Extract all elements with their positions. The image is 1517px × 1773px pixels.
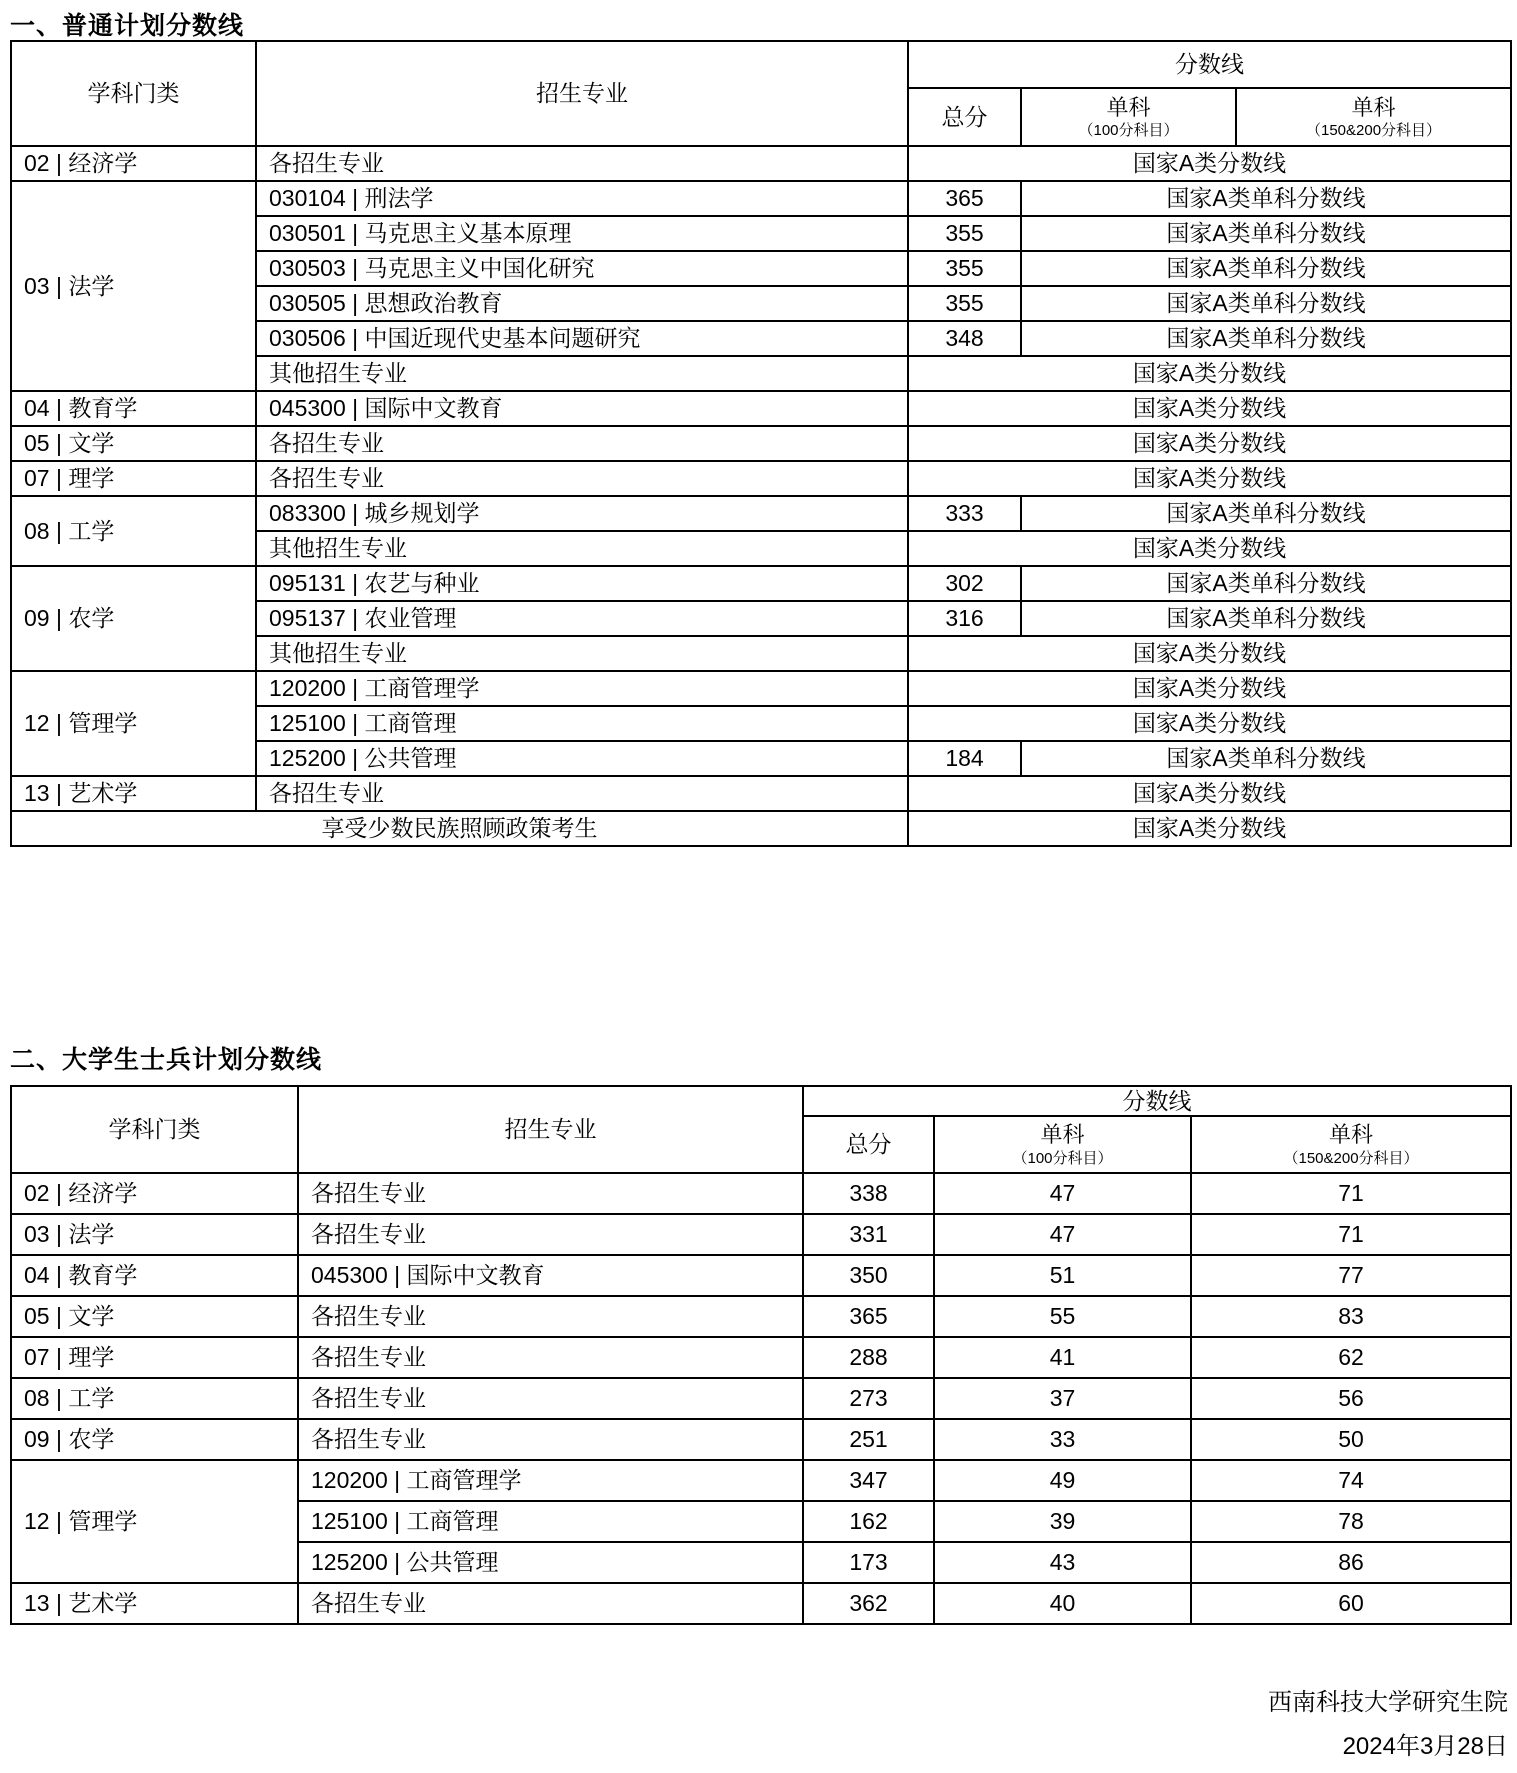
major-cell: 030104 | 刑法学 <box>256 181 908 216</box>
single-100-cell: 33 <box>934 1419 1191 1460</box>
scoreline-cell: 国家A类分数线 <box>908 356 1511 391</box>
col-header-scoreline: 分数线 <box>803 1086 1511 1116</box>
scoreline-cell: 国家A类分数线 <box>908 811 1511 846</box>
major-cell: 其他招生专业 <box>256 356 908 391</box>
single-100-cell: 37 <box>934 1378 1191 1419</box>
table-row <box>11 1419 1511 1460</box>
category-cell: 09 | 农学 <box>11 1419 298 1460</box>
col-header-total: 总分 <box>908 88 1021 146</box>
scoreline-cell: 国家A类分数线 <box>908 636 1511 671</box>
table-row <box>11 1086 1511 1116</box>
total-score-cell: 333 <box>908 496 1021 531</box>
major-cell: 各招生专业 <box>298 1583 803 1624</box>
total-score-cell: 338 <box>803 1173 934 1214</box>
table-row <box>11 566 1511 601</box>
total-score-cell: 365 <box>803 1296 934 1337</box>
col-header-single-150-200 <box>1191 1116 1511 1173</box>
category-cell: 05 | 文学 <box>11 426 256 461</box>
header-main-label: 单科 <box>1329 1122 1374 1148</box>
table-row <box>11 1214 1511 1255</box>
col-header-single-100 <box>934 1116 1191 1173</box>
table-row <box>11 461 1511 496</box>
major-cell: 030503 | 马克思主义中国化研究 <box>256 251 908 286</box>
header-sub-note: （150&200分科目） <box>1305 122 1442 140</box>
major-cell: 030505 | 思想政治教育 <box>256 286 908 321</box>
category-cell: 05 | 文学 <box>11 1296 298 1337</box>
major-cell: 各招生专业 <box>256 776 908 811</box>
category-cell: 13 | 艺术学 <box>11 776 256 811</box>
table-row <box>11 1337 1511 1378</box>
single-100-cell: 47 <box>934 1173 1191 1214</box>
major-cell: 各招生专业 <box>298 1419 803 1460</box>
scoreline-cell: 国家A类单科分数线 <box>1021 496 1511 531</box>
major-cell: 125100 | 工商管理 <box>298 1501 803 1542</box>
section-title-soldier-plan: 二、大学生士兵计划分数线 <box>10 1046 323 1074</box>
total-score-cell: 173 <box>803 1542 934 1583</box>
total-score-cell: 162 <box>803 1501 934 1542</box>
total-score-cell: 302 <box>908 566 1021 601</box>
header-sub-note: （150&200分科目） <box>1283 1149 1419 1167</box>
major-cell: 125200 | 公共管理 <box>298 1542 803 1583</box>
col-header-single-100 <box>1021 88 1236 146</box>
single-150-200-cell: 78 <box>1191 1501 1511 1542</box>
scoreline-cell: 国家A类单科分数线 <box>1021 321 1511 356</box>
table-row <box>11 181 1511 216</box>
single-100-cell: 41 <box>934 1337 1191 1378</box>
total-score-cell: 331 <box>803 1214 934 1255</box>
col-header-category: 学科门类 <box>11 41 256 146</box>
single-150-200-cell: 86 <box>1191 1542 1511 1583</box>
major-cell: 各招生专业 <box>256 426 908 461</box>
soldier-plan-score-table <box>10 1085 1512 1625</box>
major-cell: 083300 | 城乡规划学 <box>256 496 908 531</box>
col-header-single-150-200 <box>1236 88 1511 146</box>
single-150-200-cell: 50 <box>1191 1419 1511 1460</box>
table-row <box>11 391 1511 426</box>
category-cell: 12 | 管理学 <box>11 671 256 776</box>
category-cell: 03 | 法学 <box>11 181 256 391</box>
single-100-cell: 43 <box>934 1542 1191 1583</box>
general-plan-score-table <box>10 40 1512 847</box>
major-cell: 030506 | 中国近现代史基本问题研究 <box>256 321 908 356</box>
table-row <box>11 776 1511 811</box>
major-cell: 095131 | 农艺与种业 <box>256 566 908 601</box>
header-sub-note: （100分科目） <box>1012 1149 1113 1167</box>
scoreline-cell: 国家A类单科分数线 <box>1021 216 1511 251</box>
single-150-200-cell: 60 <box>1191 1583 1511 1624</box>
single-100-cell: 47 <box>934 1214 1191 1255</box>
total-score-cell: 347 <box>803 1460 934 1501</box>
col-header-category: 学科门类 <box>11 1086 298 1173</box>
category-cell: 07 | 理学 <box>11 1337 298 1378</box>
major-cell: 各招生专业 <box>298 1214 803 1255</box>
header-main-label: 单科 <box>1351 94 1396 120</box>
total-score-cell: 348 <box>908 321 1021 356</box>
table-row <box>11 1255 1511 1296</box>
total-score-cell: 273 <box>803 1378 934 1419</box>
table-row <box>11 1173 1511 1214</box>
scoreline-cell: 国家A类单科分数线 <box>1021 251 1511 286</box>
scoreline-cell: 国家A类单科分数线 <box>1021 741 1511 776</box>
single-150-200-cell: 74 <box>1191 1460 1511 1501</box>
total-score-cell: 355 <box>908 251 1021 286</box>
major-cell: 各招生专业 <box>298 1296 803 1337</box>
col-header-major: 招生专业 <box>298 1086 803 1173</box>
major-cell: 125100 | 工商管理 <box>256 706 908 741</box>
table-row <box>11 811 1511 846</box>
scoreline-cell: 国家A类分数线 <box>908 461 1511 496</box>
major-cell: 095137 | 农业管理 <box>256 601 908 636</box>
scoreline-cell: 国家A类分数线 <box>908 776 1511 811</box>
category-cell: 02 | 经济学 <box>11 146 256 181</box>
table-row <box>11 426 1511 461</box>
table-row <box>11 671 1511 706</box>
single-100-cell: 39 <box>934 1501 1191 1542</box>
total-score-cell: 365 <box>908 181 1021 216</box>
scoreline-cell: 国家A类单科分数线 <box>1021 601 1511 636</box>
single-150-200-cell: 71 <box>1191 1173 1511 1214</box>
category-cell: 02 | 经济学 <box>11 1173 298 1214</box>
table-row <box>11 146 1511 181</box>
header-main-label: 单科 <box>1106 94 1151 120</box>
table-row <box>11 1378 1511 1419</box>
col-header-major: 招生专业 <box>256 41 908 146</box>
category-cell: 08 | 工学 <box>11 496 256 566</box>
scoreline-cell: 国家A类分数线 <box>908 531 1511 566</box>
category-cell: 07 | 理学 <box>11 461 256 496</box>
total-score-cell: 355 <box>908 216 1021 251</box>
header-sub-note: （100分科目） <box>1078 122 1179 140</box>
category-cell: 04 | 教育学 <box>11 1255 298 1296</box>
major-cell: 各招生专业 <box>298 1378 803 1419</box>
table-row <box>11 1296 1511 1337</box>
category-cell: 13 | 艺术学 <box>11 1583 298 1624</box>
major-cell: 各招生专业 <box>256 461 908 496</box>
total-score-cell: 251 <box>803 1419 934 1460</box>
major-cell: 各招生专业 <box>298 1337 803 1378</box>
total-score-cell: 184 <box>908 741 1021 776</box>
single-150-200-cell: 56 <box>1191 1378 1511 1419</box>
major-cell: 120200 | 工商管理学 <box>298 1460 803 1501</box>
footer-date: 2024年3月28日 <box>1342 1733 1508 1760</box>
total-score-cell: 362 <box>803 1583 934 1624</box>
category-cell: 03 | 法学 <box>11 1214 298 1255</box>
scoreline-cell: 国家A类分数线 <box>908 391 1511 426</box>
single-100-cell: 55 <box>934 1296 1191 1337</box>
section-title-general-plan: 一、普通计划分数线 <box>10 12 245 40</box>
major-cell: 120200 | 工商管理学 <box>256 671 908 706</box>
col-header-total: 总分 <box>803 1116 934 1173</box>
major-cell: 045300 | 国际中文教育 <box>256 391 908 426</box>
category-cell: 09 | 农学 <box>11 566 256 671</box>
major-cell: 125200 | 公共管理 <box>256 741 908 776</box>
category-cell: 12 | 管理学 <box>11 1460 298 1583</box>
table-row <box>11 1583 1511 1624</box>
single-100-cell: 51 <box>934 1255 1191 1296</box>
single-100-cell: 49 <box>934 1460 1191 1501</box>
minority-policy-cell: 享受少数民族照顾政策考生 <box>11 811 908 846</box>
scoreline-cell: 国家A类单科分数线 <box>1021 181 1511 216</box>
major-cell: 030501 | 马克思主义基本原理 <box>256 216 908 251</box>
single-150-200-cell: 77 <box>1191 1255 1511 1296</box>
total-score-cell: 316 <box>908 601 1021 636</box>
total-score-cell: 355 <box>908 286 1021 321</box>
scoreline-cell: 国家A类分数线 <box>908 146 1511 181</box>
table-row <box>11 496 1511 531</box>
major-cell: 045300 | 国际中文教育 <box>298 1255 803 1296</box>
major-cell: 其他招生专业 <box>256 531 908 566</box>
major-cell: 各招生专业 <box>256 146 908 181</box>
single-100-cell: 40 <box>934 1583 1191 1624</box>
single-150-200-cell: 83 <box>1191 1296 1511 1337</box>
table-row <box>11 41 1511 88</box>
category-cell: 04 | 教育学 <box>11 391 256 426</box>
col-header-scoreline: 分数线 <box>908 41 1511 88</box>
scoreline-cell: 国家A类单科分数线 <box>1021 566 1511 601</box>
total-score-cell: 350 <box>803 1255 934 1296</box>
footer-organization: 西南科技大学研究生院 <box>1268 1689 1508 1716</box>
scoreline-cell: 国家A类单科分数线 <box>1021 286 1511 321</box>
major-cell: 各招生专业 <box>298 1173 803 1214</box>
single-150-200-cell: 62 <box>1191 1337 1511 1378</box>
single-150-200-cell: 71 <box>1191 1214 1511 1255</box>
scoreline-cell: 国家A类分数线 <box>908 426 1511 461</box>
total-score-cell: 288 <box>803 1337 934 1378</box>
category-cell: 08 | 工学 <box>11 1378 298 1419</box>
major-cell: 其他招生专业 <box>256 636 908 671</box>
scoreline-cell: 国家A类分数线 <box>908 671 1511 706</box>
scoreline-cell: 国家A类分数线 <box>908 706 1511 741</box>
header-main-label: 单科 <box>1040 1122 1085 1148</box>
table-row <box>11 1460 1511 1501</box>
